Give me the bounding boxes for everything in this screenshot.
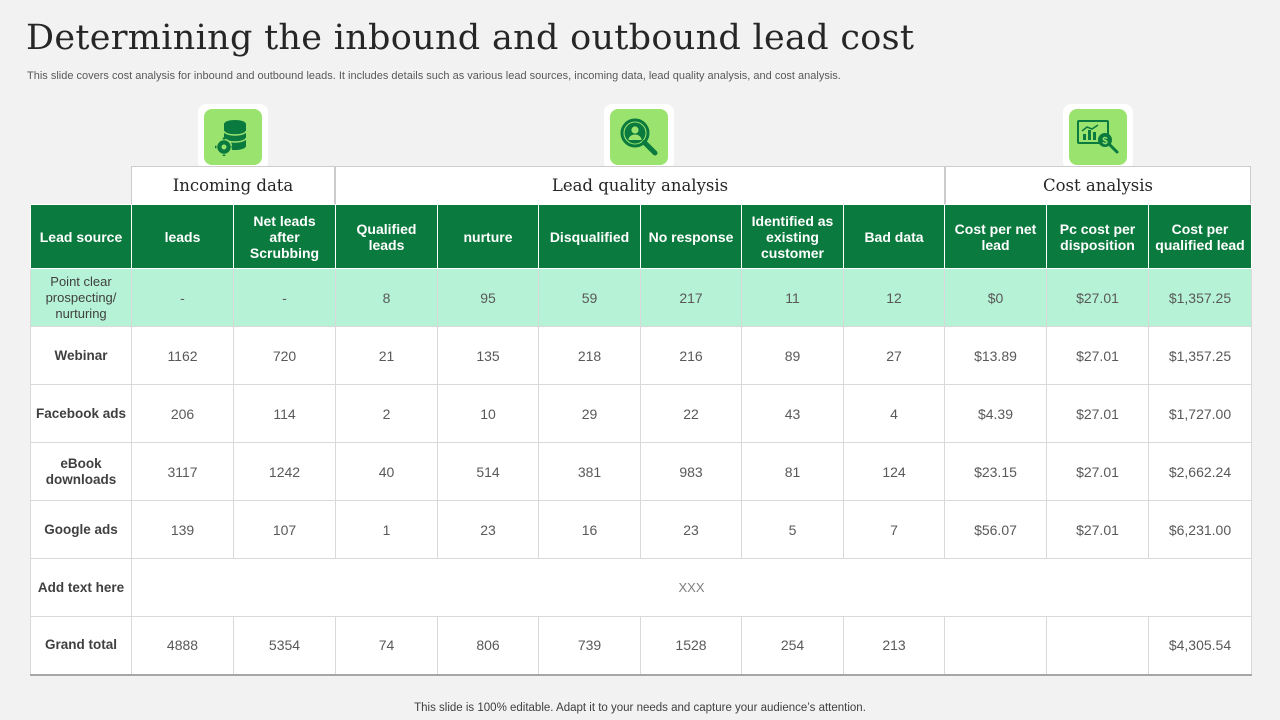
table-cell: 5 bbox=[742, 501, 844, 559]
col-header-bad-data: Bad data bbox=[844, 205, 945, 269]
table-cell: 107 bbox=[234, 501, 336, 559]
placeholder-cell: XXX bbox=[132, 559, 1252, 617]
table-cell: 27 bbox=[844, 327, 945, 385]
table-cell: 1528 bbox=[641, 617, 742, 675]
table-cell: 1242 bbox=[234, 443, 336, 501]
table-row bbox=[31, 501, 1252, 559]
col-header-cost-per-net-lead: Cost per net lead bbox=[945, 205, 1047, 269]
lead-source-cell: Point clear prospecting/ nurturing bbox=[31, 269, 132, 327]
table-cell: $23.15 bbox=[945, 443, 1047, 501]
col-header-qualified-leads: Qualified leads bbox=[336, 205, 438, 269]
col-header-pc-cost-per-disposition: Pc cost per disposition bbox=[1047, 205, 1149, 269]
table-cell: $1,357.25 bbox=[1149, 327, 1252, 385]
table-cell bbox=[1047, 617, 1149, 675]
table-cell: 135 bbox=[438, 327, 539, 385]
table-cell bbox=[945, 617, 1047, 675]
table-cell: 43 bbox=[742, 385, 844, 443]
table-cell: 806 bbox=[438, 617, 539, 675]
table-cell: 4888 bbox=[132, 617, 234, 675]
table-cell: 254 bbox=[742, 617, 844, 675]
table-cell: 3117 bbox=[132, 443, 234, 501]
table-cell: 8 bbox=[336, 269, 438, 327]
analytics-dollar-search-icon bbox=[1076, 118, 1120, 156]
table-row bbox=[31, 269, 1252, 327]
table-cell: 2 bbox=[336, 385, 438, 443]
table-cell: 10 bbox=[438, 385, 539, 443]
table-cell: $4.39 bbox=[945, 385, 1047, 443]
table-cell: $4,305.54 bbox=[1149, 617, 1252, 675]
table-cell: $27.01 bbox=[1047, 385, 1149, 443]
group-header-cost-analysis: Cost analysis bbox=[945, 166, 1251, 204]
table-cell: 983 bbox=[641, 443, 742, 501]
table-cell: 217 bbox=[641, 269, 742, 327]
table-cell: 739 bbox=[539, 617, 641, 675]
database-gear-icon bbox=[215, 118, 251, 156]
lead-source-cell: eBook downloads bbox=[31, 443, 132, 501]
col-header-existing-customer: Identified as existing customer bbox=[742, 205, 844, 269]
table-cell: - bbox=[234, 269, 336, 327]
table-cell: 12 bbox=[844, 269, 945, 327]
table-cell: $27.01 bbox=[1047, 501, 1149, 559]
footer-note: This slide is 100% editable. Adapt it to your needs and capture your audience’s attention. bbox=[414, 702, 866, 714]
lead-source-cell: Google ads bbox=[31, 501, 132, 559]
col-header-cost-per-qualified-lead: Cost per qualified lead bbox=[1149, 205, 1252, 269]
col-header-lead-source: Lead source bbox=[31, 205, 132, 269]
table-cell: 114 bbox=[234, 385, 336, 443]
table-cell: 74 bbox=[336, 617, 438, 675]
group-header-lead-quality: Lead quality analysis bbox=[335, 166, 945, 204]
table-cell: 23 bbox=[438, 501, 539, 559]
user-search-icon bbox=[619, 117, 659, 157]
table-cell: 16 bbox=[539, 501, 641, 559]
table-cell: $1,727.00 bbox=[1149, 385, 1252, 443]
lead-source-cell: Add text here bbox=[31, 559, 132, 617]
table-row bbox=[31, 443, 1252, 501]
col-header-disqualified: Disqualified bbox=[539, 205, 641, 269]
table-cell: 4 bbox=[844, 385, 945, 443]
table-cell: 213 bbox=[844, 617, 945, 675]
grand-total-row bbox=[31, 617, 1252, 675]
table-cell: 89 bbox=[742, 327, 844, 385]
table-cell: $27.01 bbox=[1047, 269, 1149, 327]
grand-total-label: Grand total bbox=[31, 617, 132, 675]
table-cell: 95 bbox=[438, 269, 539, 327]
table-cell: 7 bbox=[844, 501, 945, 559]
col-header-no-response: No response bbox=[641, 205, 742, 269]
table-cell: $0 bbox=[945, 269, 1047, 327]
table-cell: 1162 bbox=[132, 327, 234, 385]
group-header-incoming-data: Incoming data bbox=[131, 166, 335, 204]
table-cell: 218 bbox=[539, 327, 641, 385]
table-cell: 40 bbox=[336, 443, 438, 501]
col-header-leads: leads bbox=[132, 205, 234, 269]
svg-text:$: $ bbox=[1102, 136, 1108, 147]
lead-cost-table bbox=[30, 204, 1252, 676]
table-cell: $13.89 bbox=[945, 327, 1047, 385]
add-text-row bbox=[31, 559, 1252, 617]
table-cell: 514 bbox=[438, 443, 539, 501]
table-cell: 22 bbox=[641, 385, 742, 443]
table-cell: 81 bbox=[742, 443, 844, 501]
table-cell: 139 bbox=[132, 501, 234, 559]
lead-quality-icon-box bbox=[604, 104, 674, 170]
table-cell: $6,231.00 bbox=[1149, 501, 1252, 559]
table-cell: - bbox=[132, 269, 234, 327]
incoming-data-icon-box bbox=[198, 104, 268, 170]
table-row bbox=[31, 327, 1252, 385]
table-cell: 29 bbox=[539, 385, 641, 443]
table-row bbox=[31, 385, 1252, 443]
table-cell: 720 bbox=[234, 327, 336, 385]
cost-analysis-icon-box bbox=[1063, 104, 1133, 170]
table-cell: $2,662.24 bbox=[1149, 443, 1252, 501]
lead-source-cell: Facebook ads bbox=[31, 385, 132, 443]
page-title: Determining the inbound and outbound lead cost bbox=[26, 18, 915, 58]
table-cell: $27.01 bbox=[1047, 443, 1149, 501]
table-cell: 59 bbox=[539, 269, 641, 327]
col-header-nurture: nurture bbox=[438, 205, 539, 269]
table-cell: 1 bbox=[336, 501, 438, 559]
table-cell: $56.07 bbox=[945, 501, 1047, 559]
table-cell: 11 bbox=[742, 269, 844, 327]
col-header-net-leads: Net leads after Scrubbing bbox=[234, 205, 336, 269]
table-cell: 23 bbox=[641, 501, 742, 559]
table-header-row bbox=[31, 205, 1252, 269]
page-subtitle: This slide covers cost analysis for inbound and outbound leads. It includes details such as various lead sources, incoming data, lead quality analysis, and cost analysis. bbox=[27, 70, 841, 82]
table-cell: 216 bbox=[641, 327, 742, 385]
table-cell: 381 bbox=[539, 443, 641, 501]
lead-source-cell: Webinar bbox=[31, 327, 132, 385]
table-cell: 5354 bbox=[234, 617, 336, 675]
table-cell: $27.01 bbox=[1047, 327, 1149, 385]
table-cell: $1,357.25 bbox=[1149, 269, 1252, 327]
table-cell: 206 bbox=[132, 385, 234, 443]
table-cell: 124 bbox=[844, 443, 945, 501]
table-cell: 21 bbox=[336, 327, 438, 385]
